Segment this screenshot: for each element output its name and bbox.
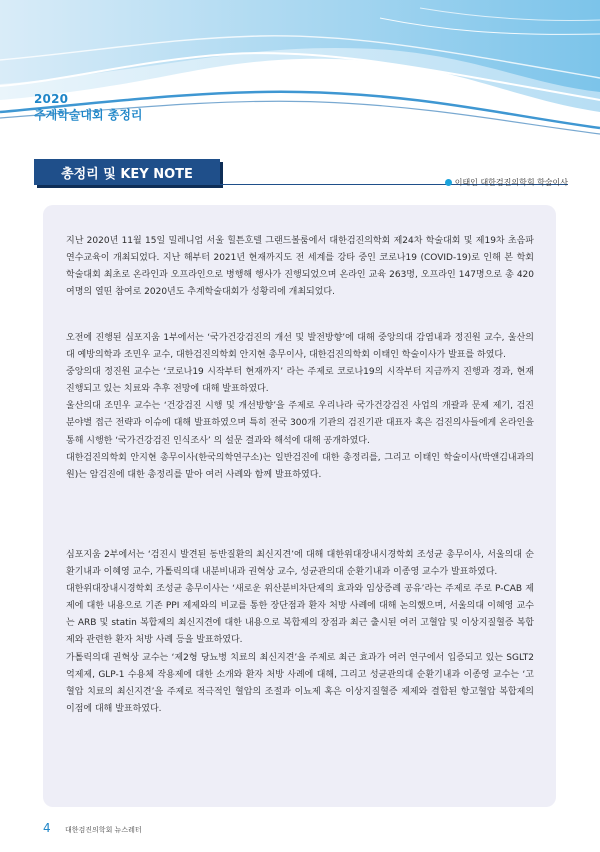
paragraph-symposium-2	[66, 547, 534, 718]
bullet-dot-icon	[445, 179, 452, 186]
paragraph-line: 대한검진의학회 안지현 총무이사(한국의학연구소)는 일반검진에 대한 총정리를, 그리고 이태인 학술이사(박앤김내과의원)는 암검진에 대한 총정리를 맡아 여러 사례와 함께 발표하였다.	[66, 452, 534, 480]
header-section-title: 추계학술대회 총정리	[34, 108, 143, 122]
paragraph-intro	[66, 233, 534, 301]
page-number: 4	[43, 821, 51, 835]
paragraph-line: 대한위대장내시경학회 조성균 총무이사는 ‘새로운 위산분비차단제의 효과와 임상증례 공유’라는 주제로 주로 P-CAB 제제에 대한 내용으로 기존 PPI 제제와의 비교를 통한 장단점과 환자 처방 사례에 대해 논의했으며, 서울의대 이혜영 교수는 ARB 및 statin 복합제의 최신지견에 대한 내용으로 복합제의 장점과 최근 출시된 여러 고혈압 및 이상지질혈증 복합제와 관련한 환자 처방 사례 등을 발표하였다.	[66, 584, 534, 646]
paragraph-line: 중앙의대 정진원 교수는 ‘코로나19 시작부터 현재까지’ 라는 주제로 코로나19의 시작부터 지금까지 진행과 경과, 현재 진행되고 있는 치료와 추후 전망에 대해 발표하였다.	[66, 367, 534, 395]
paragraph-line: 울산의대 조민우 교수는 ‘건강검진 시행 및 개선방향’을 주제로 우리나라 국가건강검진 사업의 개괄과 문제 제기, 검진 분야별 접근 전략과 이슈에 대해 발표하였으며 특히 전국 300개 기관의 검진기관 대표자 혹은 검진의사들에게 온라인을 통해 시행한 ‘국가건강검진 인식조사’ 의 설문 결과와 해석에 대해 공개하였다.	[66, 401, 534, 446]
paragraph-line: 심포지움 2부에서는 ‘검진시 발견된 동반질환의 최신지견’에 대해 대한위대장내시경학회 조성균 총무이사, 서울의대 순환기내과 이혜영 교수, 가톨릭의대 내분비내과 권혁상 교수, 성균관의대 순환기내과 이종영 교수가 발표하였다.	[66, 550, 534, 578]
author-byline	[445, 177, 568, 188]
paragraph-line: 오전에 진행된 심포지움 1부에서는 ‘국가건강검진의 개선 및 발전방향’에 대해 중앙의대 감염내과 정진원 교수, 울산의대 예방의학과 조민우 교수, 대한검진의학회 안지현 총무이사, 대한검진의학회 이태인 학술이사가 발표를 하였다.	[66, 333, 534, 361]
header-year: 2020	[34, 92, 69, 106]
footer-publication: 대한검진의학회 뉴스레터	[65, 826, 142, 834]
paragraph-symposium-1	[66, 330, 534, 484]
paragraph-line: 가톨릭의대 권혁상 교수는 ‘제2형 당뇨병 치료의 최신지견’을 주제로 최근 효과가 여러 연구에서 입증되고 있는 SGLT2 억제제, GLP-1 수용체 작용제에 대한 소개와 환자 처방 사례에 대해, 그리고 성균관의대 순환기내과 이종영 교수는 ‘고혈압 치료의 최신지견’을 주제로 적극적인 혈압의 조절과 이뇨제 혹은 이상지질혈증 제제와 결합된 항고혈압 복합제의 이점에 대해 발표하였다.	[66, 652, 534, 714]
section-title-box	[34, 159, 220, 185]
author-text: 이태인 대한검진의학회 학술이사	[454, 178, 568, 187]
paragraph-line: 지난 2020년 11월 15일 밀레니엄 서울 힐튼호텔 그랜드볼룸에서 대한검진의학회 제24차 학술대회 및 제19차 초음파연수교육이 개최되었다. 지난 해부터 2021년 현재까지도 전 세계를 강타 중인 코로나19 (COVID-19)로 인해 본 학회 학술대회 최초로 온라인과 오프라인으로 병행해 행사가 진행되었으며 온라인 교육 263명, 오프라인 147명으로 총 420여명의 열띤 참여로 2020년도 추계학술대회가 성황리에 개최되었다.	[66, 236, 534, 298]
section-title-label: 총정리 및 KEY NOTE	[61, 166, 193, 182]
